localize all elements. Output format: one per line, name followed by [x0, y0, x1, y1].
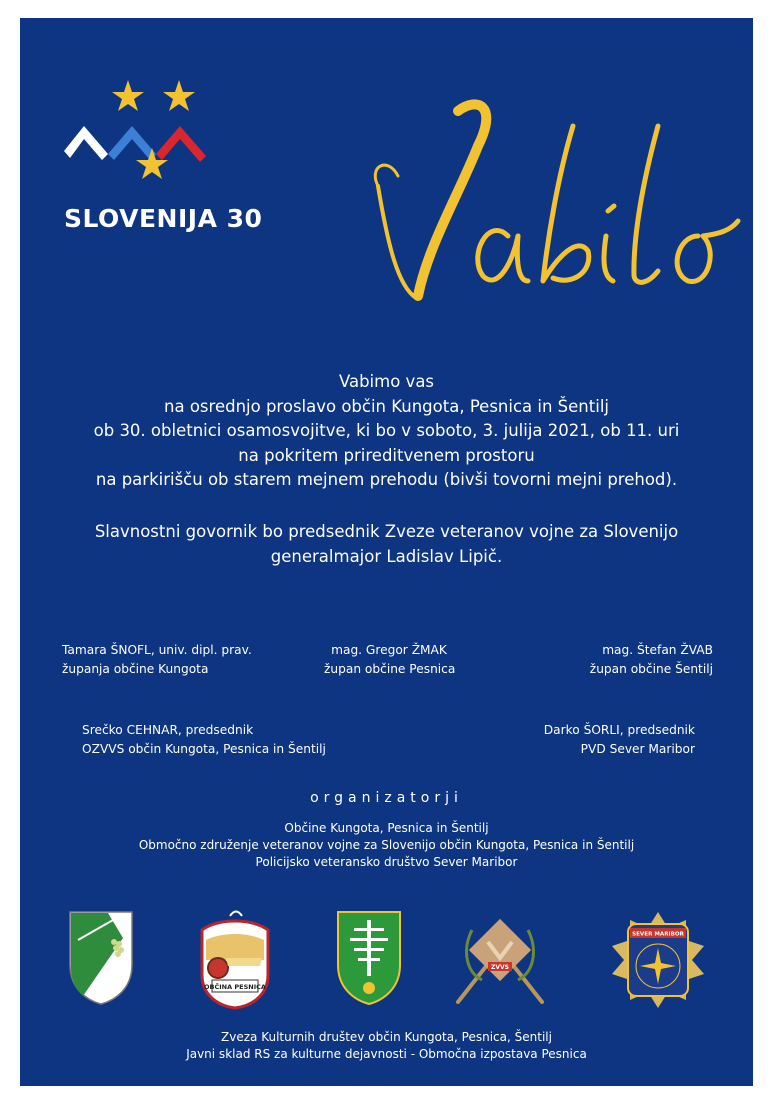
signatory-role: OZVVS občin Kungota, Pesnica in Šentilj	[82, 741, 326, 756]
speaker-note	[20, 520, 753, 569]
vabilo-script-lettering	[358, 86, 743, 326]
footer-credits	[20, 1029, 753, 1063]
signatory-pesnica	[324, 641, 454, 678]
pvd-sever-badge-icon	[606, 910, 710, 1010]
crests-row	[20, 910, 753, 1020]
invitation-intro	[20, 370, 753, 493]
speaker-line-2: generalmajor Ladislav Lipič.	[270, 546, 503, 566]
organizer-line-2: Območno združenje veteranov vojne za Slovenijo občin Kungota, Pesnica in Šentilj	[138, 838, 635, 852]
triglav-stars-icon	[64, 76, 244, 201]
pvd-badge-text: SEVER MARIBOR	[632, 931, 684, 938]
logo-text: SLOVENIJA 30	[64, 204, 263, 233]
slovenija-30-logo	[64, 76, 263, 246]
intro-line-1: Vabimo vas	[338, 372, 435, 391]
invitation-panel	[20, 18, 753, 1086]
signatory-role: PVD Sever Maribor	[580, 741, 695, 756]
organizer-line-1: Občine Kungota, Pesnica in Šentilj	[284, 821, 489, 835]
speaker-line-1: Slavnostni govornik bo predsednik Zveze veteranov vojne za Slovenijo	[94, 522, 679, 541]
signatory-name: mag. Gregor ŽMAK	[331, 643, 447, 657]
signatory-role: župan občine Šentilj	[589, 661, 713, 676]
kungota-crest-icon	[68, 910, 134, 1006]
footer-line-2: Javni sklad RS za kulturne dejavnosti - Območna izpostava Pesnica	[186, 1047, 587, 1061]
signatory-kungota	[62, 641, 252, 678]
signatory-name: mag. Štefan ŽVAB	[602, 643, 713, 657]
signatory-name: Tamara ŠNOFL, univ. dipl. prav.	[62, 643, 252, 657]
signatory-role: župan občine Pesnica	[324, 661, 456, 676]
intro-line-2: na osrednjo proslavo občin Kungota, Pesnica in Šentilj	[164, 396, 609, 416]
organizers-title: organizatorji	[310, 790, 463, 806]
intro-line-4: na pokritem prireditvenem prostoru	[238, 445, 535, 465]
sentilj-crest-icon	[336, 910, 402, 1006]
zvvs-emblem-icon	[452, 910, 548, 1006]
zvvs-text: ZVVS	[491, 964, 509, 971]
pesnica-crest-icon	[192, 910, 278, 1010]
vabilo-heading	[358, 86, 743, 326]
intro-line-3: ob 30. obletnici osamosvojitve, ki bo v soboto, 3. julija 2021, ob 11. uri	[93, 421, 680, 440]
signatory-name: Darko ŠORLI, predsednik	[543, 723, 695, 737]
signatory-pvd	[544, 721, 695, 758]
organizers-list	[20, 820, 753, 871]
signatory-name: Srečko CEHNAR, predsednik	[82, 723, 254, 737]
intro-line-5: na parkirišču ob starem mejnem prehodu (bivši tovorni mejni prehod).	[95, 470, 678, 489]
signatory-role: županja občine Kungota	[62, 661, 209, 676]
footer-line-1: Zveza Kulturnih društev občin Kungota, Pesnica, Šentilj	[221, 1030, 552, 1044]
signatory-sentilj	[590, 641, 713, 678]
signatory-ozvvs	[82, 721, 326, 758]
pesnica-crest-text: OBČINA PESNICA	[204, 983, 266, 991]
organizer-line-3: Policijsko veteransko društvo Sever Maribor	[255, 855, 518, 869]
